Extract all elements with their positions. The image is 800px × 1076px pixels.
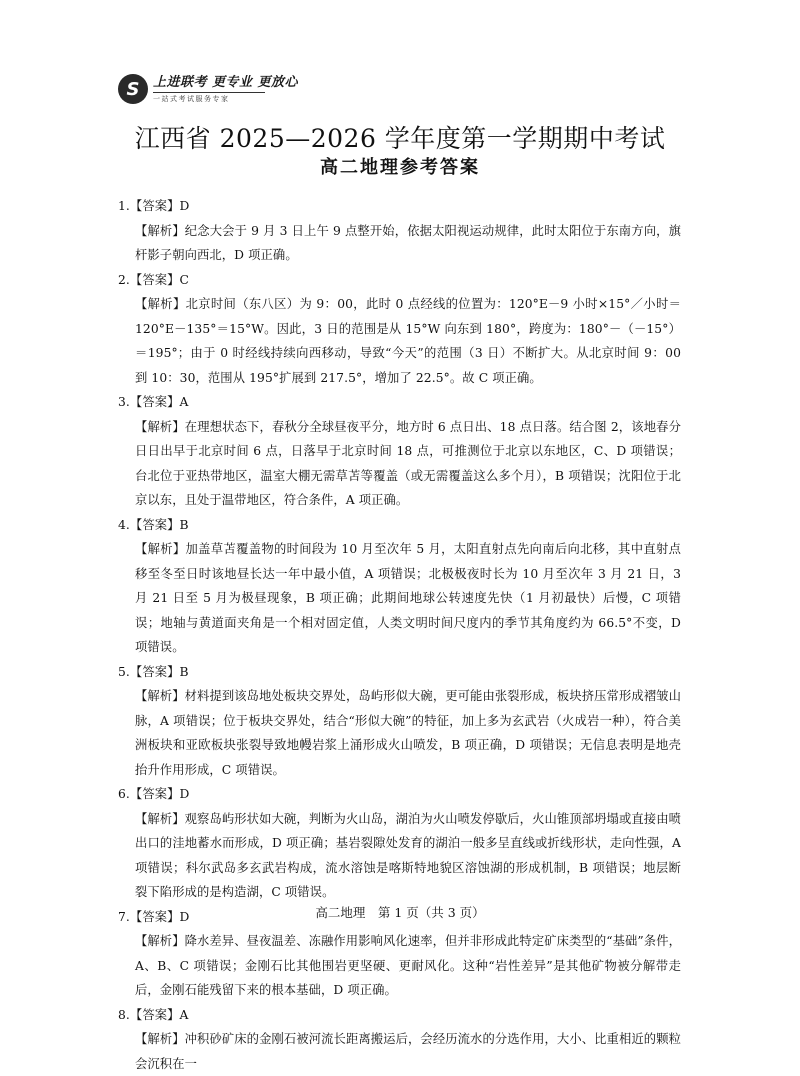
answer-item [118,194,681,268]
exam-title: 江西省 2025—2026 学年度第一学期期中考试 [0,123,800,155]
analysis-text: 【解析】材料提到该岛地处板块交界处，岛屿形似大碗，更可能由张裂形成，板块挤压常形成褶皱山脉，A 项错误；位于板块交界处，结合“形似大碗”的特征，加上多为玄武岩（火成岩一种），符合美洲板块和亚欧板块张裂导致地幔岩浆上涌形成火山喷发，B 项正确，D 项错误；无信息表明是地壳抬升作用形成，C 项错误。 [118,684,681,782]
brand-logo-icon [118,74,148,104]
analysis-text: 【解析】观察岛屿形状如大碗，判断为火山岛，湖泊为火山喷发停歇后，火山锥顶部坍塌或直接由喷出口的洼地蓄水而形成，D 项正确；基岩裂隙处发育的湖泊一般多呈直线或折线形状，走向性强，A 项错误；科尔武岛多玄武岩构成，流水溶蚀是喀斯特地貌区溶蚀湖的形成机制，B 项错误；地层断裂下陷形成的是构造湖，C 项错误。 [118,807,681,905]
brand-header [118,74,298,104]
answer-item [118,1003,681,1076]
analysis-text: 【解析】纪念大会于 9 月 3 日上午 9 点整开始，依据太阳视运动规律，此时太阳位于东南方向，旗杆影子朝向西北，D 项正确。 [118,219,681,268]
brand-divider [153,92,265,93]
answer-line: 8.【答案】A [118,1003,681,1028]
page-footer: 高二地理 第 1 页（共 3 页） [0,904,800,922]
answer-item [118,268,681,391]
analysis-text: 【解析】在理想状态下，春秋分全球昼夜平分，地方时 6 点日出、18 点日落。结合图 2，该地春分日日出早于北京时间 6 点，日落早于北京时间 18 点，可推测位于北京以东地区，C、D 项错误；台北位于亚热带地区，温室大棚无需草苫等覆盖（或无需覆盖这么多个月），B 项错误；沈阳位于北京以东，且处于温带地区，符合条件，A 项正确。 [118,415,681,513]
answer-line: 5.【答案】B [118,660,681,685]
answer-list [118,194,681,1076]
answer-item [118,782,681,905]
answer-line: 2.【答案】C [118,268,681,293]
answer-line: 6.【答案】D [118,782,681,807]
analysis-text: 【解析】降水差异、昼夜温差、冻融作用影响风化速率，但并非形成此特定矿床类型的“基础”条件，A、B、C 项错误；金刚石比其他围岩更坚硬、更耐风化。这种“岩性差异”是其他矿物被分解带走后，金刚石能残留下来的根本基础，D 项正确。 [118,929,681,1003]
analysis-text: 【解析】冲积砂矿床的金刚石被河流长距离搬运后，会经历流水的分选作用，大小、比重相近的颗粒会沉积在一 [118,1027,681,1076]
brand-text [153,75,298,104]
brand-slogan: 上进联考 更专业 更放心 [153,75,298,91]
answer-line: 3.【答案】A [118,390,681,415]
answer-line: 1.【答案】D [118,194,681,219]
answer-item [118,390,681,513]
analysis-text: 【解析】加盖草苫覆盖物的时间段为 10 月至次年 5 月，太阳直射点先向南后向北移，其中直射点移至冬至日时该地昼长达一年中最小值，A 项错误；北极极夜时长为 10 月至次年 3 月 21 日，3 月 21 日至 5 月为极昼现象，B 项正确；此期间地球公转速度先快（1 月初最快）后慢，C 项错误；地轴与黄道面夹角是一个相对固定值，人类文明时间尺度内的季节其角度约为 66.5°不变，D 项错误。 [118,537,681,660]
logo-glyph: S [127,79,140,100]
analysis-text: 【解析】北京时间（东八区）为 9：00，此时 0 点经线的位置为：120°E－9 小时×15°／小时＝120°E－135°＝15°W。因此，3 日的范围是从 15°W 向东到 180°，跨度为：180°－（－15°）＝195°；由于 0 时经线持续向西移动，导致“今天”的范围（3 日）不断扩大。从北京时间 9：00 到 10：30，范围从 195°扩展到 217.5°，增加了 22.5°。故 C 项正确。 [118,292,681,390]
exam-subtitle: 高二地理参考答案 [0,155,800,181]
answer-line: 7.【答案】D [118,905,681,930]
answer-item [118,513,681,660]
answer-line: 4.【答案】B [118,513,681,538]
answer-item [118,660,681,783]
brand-tagline: 一站式考试服务专家 [153,94,298,104]
